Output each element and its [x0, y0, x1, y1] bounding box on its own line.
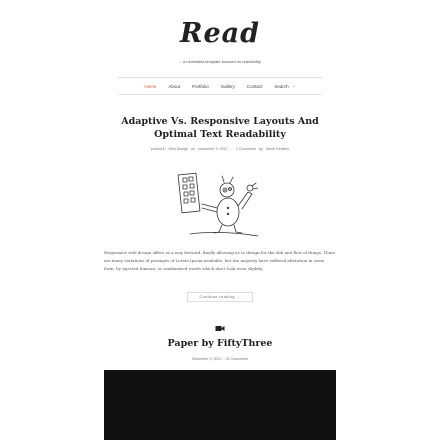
continue-reading-wrapper [0, 283, 440, 302]
site-logo[interactable]: Read [180, 18, 260, 49]
post2-meta-comments-link[interactable]: 32 Comments [225, 357, 249, 361]
post2-meta [0, 357, 440, 361]
post-title[interactable]: Adaptive Vs. Responsive Layouts And Optimal Text Readability [121, 116, 319, 140]
meta-date[interactable]: November 9, 2012 [198, 147, 228, 151]
main-navigation [0, 80, 440, 92]
video-player[interactable] [104, 370, 336, 440]
comment-icon: ◌ [230, 147, 233, 151]
meta-author-link[interactable]: Albert Einstein [265, 147, 290, 151]
nav-item-about[interactable]: About [168, 83, 181, 89]
meta-date-prefix: on [191, 147, 196, 151]
nav-search[interactable] [268, 83, 301, 89]
nav-item-gallery[interactable]: Gallery [220, 83, 235, 89]
post-meta [0, 147, 440, 151]
meta-author-prefix: by [259, 147, 263, 151]
continue-reading-button[interactable]: Continue reading → [187, 292, 254, 302]
nav-top-divider [118, 77, 322, 78]
nav-bottom-divider [118, 94, 322, 95]
meta-comments-link[interactable]: 3 Comments [235, 147, 257, 151]
post2-meta-date[interactable]: November 9, 2012 [191, 357, 222, 361]
video-camera-icon [215, 325, 225, 332]
arrow-right-icon: → [290, 83, 296, 89]
nav-item-portfolio[interactable]: Portfolio [192, 83, 209, 89]
comment-icon: ◌ [222, 357, 225, 361]
post2-title[interactable]: Paper by FiftyThree [167, 338, 273, 349]
post-excerpt: Responsive web design offers us a way forward, finally allowing us to design for the ebb and flow of things. There are many variations of passages of Lorem Ipsum available, but the majority have suffered alteration in some form, by injected humour, or randomised words which don't look even slightly. [104, 250, 336, 271]
robot-sketch-illustration [170, 164, 270, 244]
meta-category-prefix: posted in [150, 147, 166, 151]
meta-category-link[interactable]: Web Design [168, 147, 189, 151]
nav-item-contact[interactable]: Contact [246, 83, 263, 89]
nav-item-home[interactable]: Home [144, 83, 157, 89]
site-tagline: ... a minimalist template focused on readability. [178, 59, 262, 64]
nav-search-label: Search [274, 83, 289, 89]
